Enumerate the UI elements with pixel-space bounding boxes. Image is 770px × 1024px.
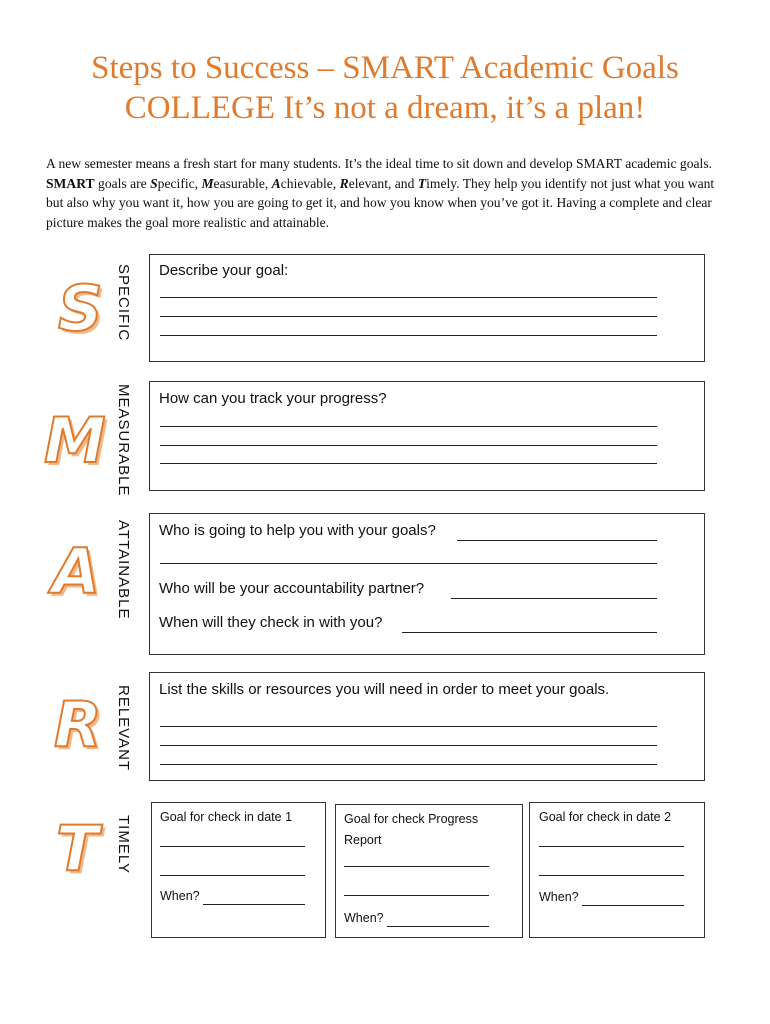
attainable-q2: Who will be your accountability partner?: [159, 580, 425, 597]
intro-text-2: goals are: [94, 175, 151, 191]
attainable-q3-answer-line[interactable]: [402, 632, 657, 633]
relevant-label: RELEVANT: [115, 685, 132, 772]
intro-r: R: [339, 175, 349, 191]
relevant-answer-line-3[interactable]: [160, 764, 657, 765]
specific-prompt: Describe your goal:: [159, 262, 289, 279]
measurable-answer-line-3[interactable]: [160, 463, 657, 464]
timely-box-1-title: Goal for check in date 1: [160, 810, 293, 824]
attainable-q1: Who is going to help you with your goals?: [159, 522, 436, 539]
relevant-letter: R: [54, 688, 102, 761]
timely-box-2-title-l1: Goal for check Progress: [344, 812, 479, 826]
specific-letter: S: [58, 272, 103, 345]
timely-box-2-line-1[interactable]: [344, 866, 489, 867]
measurable-letter: M: [44, 404, 106, 477]
timely-box-1-line-1[interactable]: [160, 846, 305, 847]
relevant-answer-line-1[interactable]: [160, 726, 657, 727]
page-title-line2: COLLEGE It’s not a dream, it’s a plan!: [124, 90, 646, 126]
intro-smart: SMART: [46, 175, 95, 191]
measurable-prompt: How can you track your progress?: [159, 390, 387, 407]
timely-box-2-when-line[interactable]: [387, 926, 489, 927]
intro-s-rest: pecific,: [157, 175, 202, 191]
intro-a: A: [271, 175, 281, 191]
intro-r-rest: elevant, and: [348, 175, 418, 191]
measurable-label: MEASURABLE: [115, 384, 132, 497]
timely-label: TIMELY: [115, 815, 132, 875]
intro-text-1: A new semester means a fresh start for many students. It’s the ideal time to sit down and develop SMART academic goals.: [46, 156, 713, 171]
attainable-q1-answer-line-2[interactable]: [160, 563, 657, 564]
attainable-letter: A: [52, 535, 100, 608]
attainable-q2-answer-line[interactable]: [451, 598, 657, 599]
attainable-label: ATTAINABLE: [115, 520, 132, 620]
measurable-answer-line-1[interactable]: [160, 426, 657, 427]
timely-box-1-line-2[interactable]: [160, 875, 305, 876]
timely-box-1-when: When?: [160, 889, 200, 903]
timely-box-3-when: When?: [539, 890, 579, 904]
page-title-line1: Steps to Success – SMART Academic Goals: [91, 50, 679, 86]
timely-box-3-line-1[interactable]: [539, 846, 684, 847]
timely-box-2-when: When?: [344, 911, 384, 925]
specific-answer-line-2[interactable]: [160, 316, 657, 317]
specific-answer-line-3[interactable]: [160, 335, 657, 336]
measurable-answer-line-2[interactable]: [160, 445, 657, 446]
specific-label: SPECIFIC: [115, 264, 132, 342]
specific-answer-line-1[interactable]: [160, 297, 657, 298]
intro-m-rest: easurable,: [213, 175, 272, 191]
timely-letter: T: [56, 812, 99, 885]
intro-s: S: [150, 175, 158, 191]
intro-t-rest: imely. They help you identify not just what you want but also why you want it, how you are going to get it, and how you know when you’ve got it. Having a complete and clear picture makes the goal more realistic and attainable.: [46, 175, 715, 230]
intro-t: T: [417, 175, 427, 191]
timely-box-3-line-2[interactable]: [539, 875, 684, 876]
intro-m: M: [201, 175, 214, 191]
timely-box-2-title-l2: Report: [344, 833, 382, 847]
attainable-q3: When will they check in with you?: [159, 614, 383, 631]
attainable-q1-answer-line[interactable]: [457, 540, 657, 541]
timely-box-2-line-2[interactable]: [344, 895, 489, 896]
timely-box-3-when-line[interactable]: [582, 905, 684, 906]
intro-paragraph: [46, 154, 726, 232]
relevant-answer-line-2[interactable]: [160, 745, 657, 746]
intro-a-rest: chievable,: [280, 175, 340, 191]
timely-box-1-when-line[interactable]: [203, 904, 305, 905]
timely-box-3-title: Goal for check in date 2: [539, 810, 672, 824]
relevant-prompt: List the skills or resources you will need in order to meet your goals.: [159, 681, 610, 698]
